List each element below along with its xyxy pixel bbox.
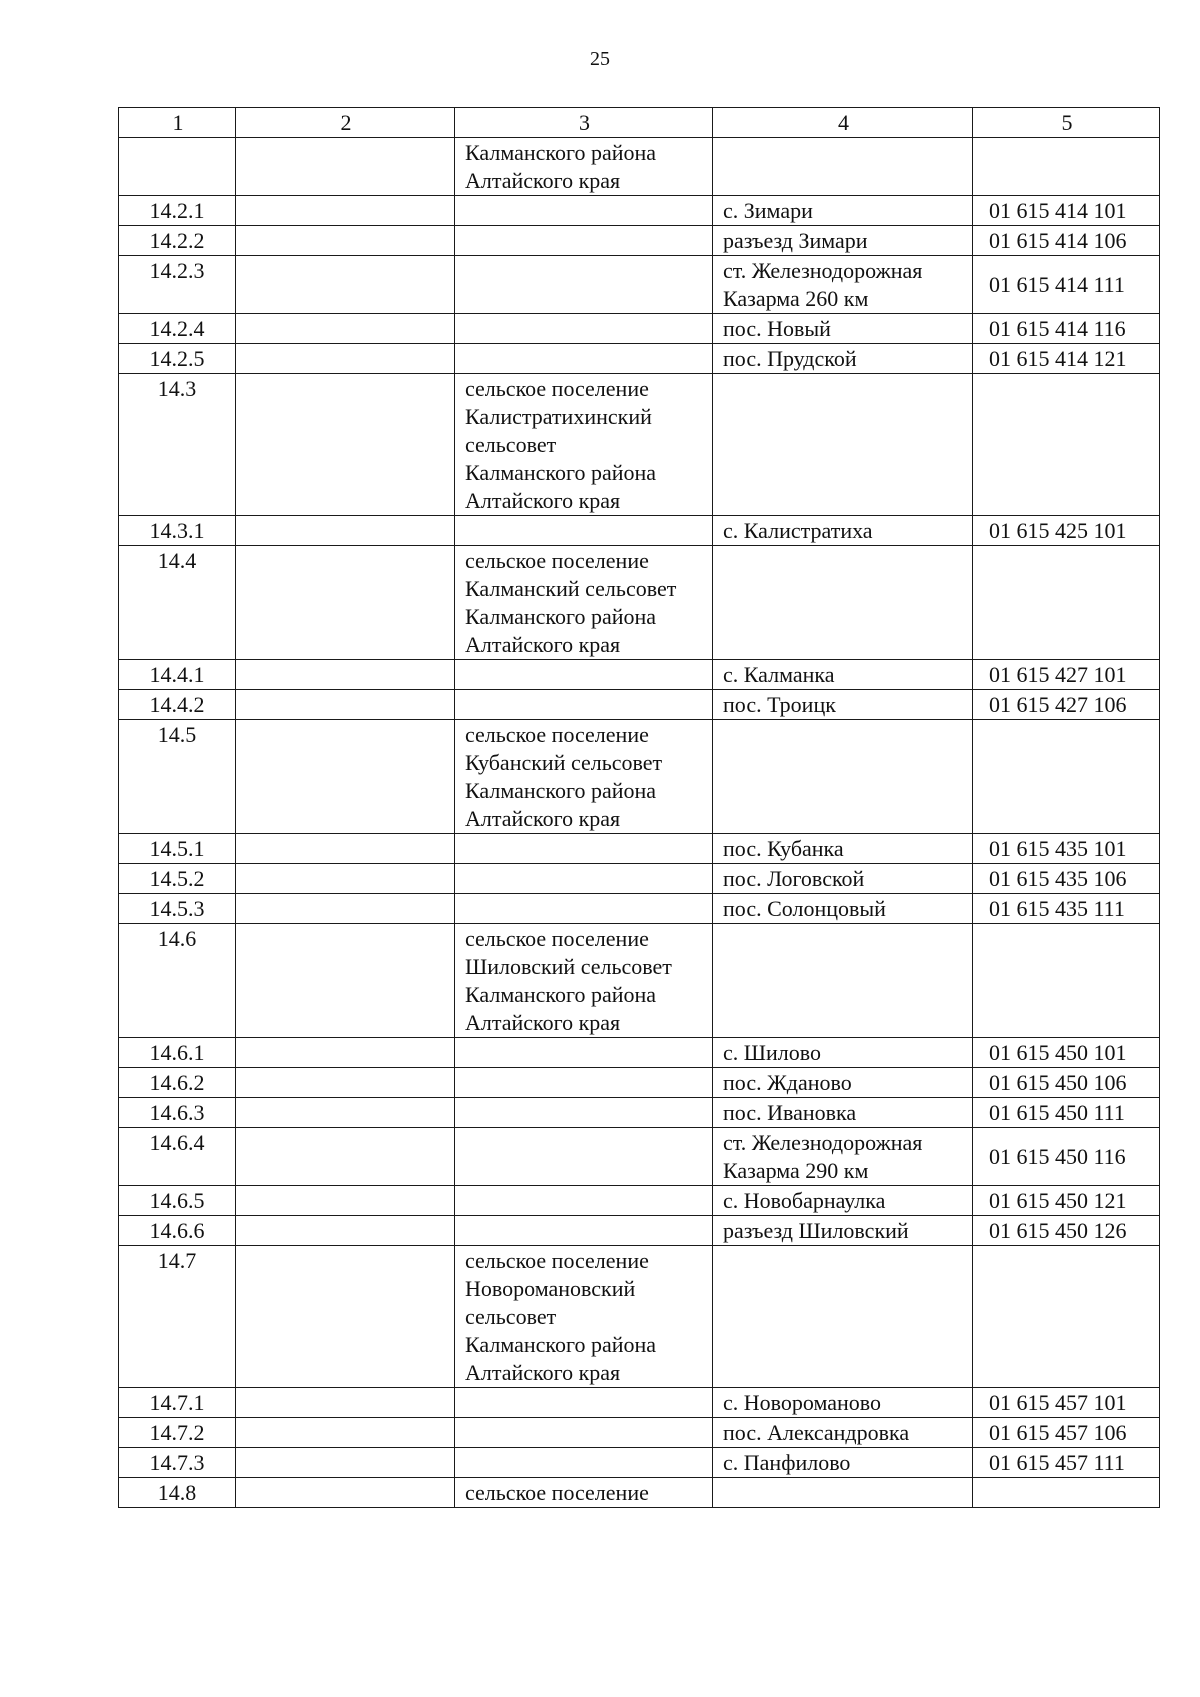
cell-col-4 bbox=[713, 1478, 973, 1508]
cell-text: пос. Солонцовый bbox=[723, 896, 886, 921]
cell-col-2 bbox=[236, 1068, 455, 1098]
cell-col-1 bbox=[119, 660, 236, 690]
cell-col-4 bbox=[713, 690, 973, 720]
cell-col-4 bbox=[713, 546, 973, 660]
cell-col-5 bbox=[973, 374, 1160, 516]
cell-col-5 bbox=[973, 138, 1160, 196]
table-row bbox=[119, 546, 1160, 660]
cell-text: 01 615 450 101 bbox=[989, 1040, 1127, 1065]
table-row bbox=[119, 1098, 1160, 1128]
cell-text: 14.7 bbox=[157, 1248, 197, 1273]
cell-col-5 bbox=[973, 344, 1160, 374]
cell-text: 01 615 457 101 bbox=[989, 1390, 1127, 1415]
table-body bbox=[119, 138, 1160, 1508]
cell-col-1 bbox=[119, 720, 236, 834]
cell-col-4 bbox=[713, 720, 973, 834]
cell-text: 01 615 450 126 bbox=[989, 1218, 1127, 1243]
cell-text: 01 615 414 121 bbox=[989, 346, 1127, 371]
cell-col-5 bbox=[973, 1418, 1160, 1448]
cell-text: 14.7.1 bbox=[149, 1390, 205, 1415]
cell-col-2 bbox=[236, 1478, 455, 1508]
column-header-2: 2 bbox=[236, 108, 455, 138]
cell-text: 14.7.2 bbox=[149, 1420, 205, 1445]
cell-text: 14.3.1 bbox=[149, 518, 205, 543]
cell-text: 01 615 435 111 bbox=[989, 896, 1125, 921]
cell-text: 01 615 435 106 bbox=[989, 866, 1127, 891]
table-row bbox=[119, 138, 1160, 196]
cell-col-2 bbox=[236, 1418, 455, 1448]
cell-col-1 bbox=[119, 1388, 236, 1418]
cell-col-4 bbox=[713, 1128, 973, 1186]
table-row bbox=[119, 1216, 1160, 1246]
cell-col-3 bbox=[455, 1216, 713, 1246]
cell-text: 14.5.2 bbox=[149, 866, 205, 891]
cell-text: 14.6 bbox=[157, 926, 197, 951]
cell-text: разъезд Зимари bbox=[723, 228, 868, 253]
cell-col-3 bbox=[455, 138, 713, 196]
cell-col-2 bbox=[236, 720, 455, 834]
cell-col-2 bbox=[236, 894, 455, 924]
cell-col-5 bbox=[973, 1128, 1160, 1186]
cell-col-1 bbox=[119, 1098, 236, 1128]
table-row bbox=[119, 1478, 1160, 1508]
cell-text: Калманского района Алтайского края bbox=[465, 140, 657, 193]
cell-text: 14.8 bbox=[157, 1480, 197, 1505]
cell-text: ст. Железнодорожная Казарма 260 км bbox=[723, 258, 923, 311]
cell-col-2 bbox=[236, 864, 455, 894]
cell-col-3 bbox=[455, 256, 713, 314]
cell-col-3 bbox=[455, 834, 713, 864]
cell-col-4 bbox=[713, 1418, 973, 1448]
cell-text: 01 615 435 101 bbox=[989, 836, 1127, 861]
cell-text: 14.5.1 bbox=[149, 836, 205, 861]
cell-col-5 bbox=[973, 226, 1160, 256]
table-row bbox=[119, 314, 1160, 344]
cell-col-3 bbox=[455, 660, 713, 690]
cell-text: пос. Ивановка bbox=[723, 1100, 857, 1125]
cell-col-5 bbox=[973, 660, 1160, 690]
page-number: 25 bbox=[590, 48, 610, 70]
cell-col-2 bbox=[236, 344, 455, 374]
cell-col-2 bbox=[236, 660, 455, 690]
cell-col-2 bbox=[236, 256, 455, 314]
cell-col-1 bbox=[119, 1216, 236, 1246]
cell-text: 01 615 450 116 bbox=[989, 1144, 1126, 1169]
cell-text: сельское поселение Калистратихинский сельсовет Калманского района Алтайского края bbox=[465, 376, 657, 513]
cell-col-3 bbox=[455, 690, 713, 720]
cell-col-3 bbox=[455, 1478, 713, 1508]
cell-col-5 bbox=[973, 1448, 1160, 1478]
cell-col-1 bbox=[119, 1418, 236, 1448]
cell-col-4 bbox=[713, 660, 973, 690]
cell-col-4 bbox=[713, 1038, 973, 1068]
cell-col-2 bbox=[236, 196, 455, 226]
cell-text: пос. Александровка bbox=[723, 1420, 910, 1445]
cell-col-4 bbox=[713, 1098, 973, 1128]
cell-col-1 bbox=[119, 138, 236, 196]
table-row bbox=[119, 834, 1160, 864]
cell-text: с. Панфилово bbox=[723, 1450, 851, 1475]
cell-text: 14.6.4 bbox=[149, 1130, 205, 1155]
cell-col-1 bbox=[119, 314, 236, 344]
cell-col-3 bbox=[455, 196, 713, 226]
cell-col-3 bbox=[455, 1098, 713, 1128]
cell-text: 01 615 427 106 bbox=[989, 692, 1127, 717]
cell-col-1 bbox=[119, 516, 236, 546]
cell-text: 01 615 457 111 bbox=[989, 1450, 1125, 1475]
cell-col-4 bbox=[713, 1068, 973, 1098]
cell-col-3 bbox=[455, 546, 713, 660]
cell-col-5 bbox=[973, 1098, 1160, 1128]
cell-col-3 bbox=[455, 1068, 713, 1098]
cell-text: разъезд Шиловский bbox=[723, 1218, 909, 1243]
cell-col-4 bbox=[713, 374, 973, 516]
table-row bbox=[119, 1128, 1160, 1186]
cell-col-1 bbox=[119, 226, 236, 256]
cell-col-5 bbox=[973, 894, 1160, 924]
cell-col-1 bbox=[119, 1246, 236, 1388]
cell-text: пос. Кубанка bbox=[723, 836, 844, 861]
cell-col-2 bbox=[236, 834, 455, 864]
cell-col-1 bbox=[119, 196, 236, 226]
table-row bbox=[119, 924, 1160, 1038]
cell-text: 14.2.1 bbox=[149, 198, 205, 223]
cell-col-5 bbox=[973, 864, 1160, 894]
cell-col-1 bbox=[119, 256, 236, 314]
cell-text: 01 615 450 111 bbox=[989, 1100, 1125, 1125]
cell-text: 01 615 425 101 bbox=[989, 518, 1127, 543]
cell-col-2 bbox=[236, 690, 455, 720]
cell-col-4 bbox=[713, 834, 973, 864]
cell-col-1 bbox=[119, 1478, 236, 1508]
table-row bbox=[119, 660, 1160, 690]
table-row bbox=[119, 1068, 1160, 1098]
table-row bbox=[119, 1246, 1160, 1388]
cell-col-3 bbox=[455, 864, 713, 894]
cell-col-5 bbox=[973, 1186, 1160, 1216]
cell-text: с. Шилово bbox=[723, 1040, 821, 1065]
column-header-1: 1 bbox=[119, 108, 236, 138]
cell-col-2 bbox=[236, 226, 455, 256]
cell-col-3 bbox=[455, 1246, 713, 1388]
cell-col-1 bbox=[119, 344, 236, 374]
cell-col-4 bbox=[713, 894, 973, 924]
cell-col-5 bbox=[973, 1038, 1160, 1068]
table-row bbox=[119, 344, 1160, 374]
cell-col-2 bbox=[236, 374, 455, 516]
header-row bbox=[119, 108, 1160, 138]
cell-text: с. Новобарнаулка bbox=[723, 1188, 886, 1213]
cell-col-1 bbox=[119, 834, 236, 864]
cell-text: 14.6.5 bbox=[149, 1188, 205, 1213]
cell-col-3 bbox=[455, 1448, 713, 1478]
cell-text: пос. Жданово bbox=[723, 1070, 852, 1095]
cell-col-1 bbox=[119, 374, 236, 516]
cell-col-1 bbox=[119, 1128, 236, 1186]
cell-col-2 bbox=[236, 314, 455, 344]
cell-text: 14.7.3 bbox=[149, 1450, 205, 1475]
cell-col-3 bbox=[455, 1418, 713, 1448]
cell-col-5 bbox=[973, 546, 1160, 660]
cell-col-3 bbox=[455, 314, 713, 344]
cell-col-4 bbox=[713, 1246, 973, 1388]
cell-text: 14.4.1 bbox=[149, 662, 205, 687]
cell-text: 14.6.2 bbox=[149, 1070, 205, 1095]
cell-text: 14.5 bbox=[157, 722, 197, 747]
cell-col-4 bbox=[713, 1448, 973, 1478]
cell-text: 14.6.6 bbox=[149, 1218, 205, 1243]
cell-text: с. Новороманово bbox=[723, 1390, 882, 1415]
cell-col-5 bbox=[973, 720, 1160, 834]
cell-col-2 bbox=[236, 546, 455, 660]
cell-col-5 bbox=[973, 256, 1160, 314]
cell-col-5 bbox=[973, 834, 1160, 864]
cell-col-3 bbox=[455, 226, 713, 256]
cell-col-5 bbox=[973, 1068, 1160, 1098]
cell-col-2 bbox=[236, 1448, 455, 1478]
cell-text: пос. Троицк bbox=[723, 692, 836, 717]
cell-text: 01 615 414 116 bbox=[989, 316, 1126, 341]
cell-text: 14.2.3 bbox=[149, 258, 205, 283]
table-row bbox=[119, 1448, 1160, 1478]
cell-text: сельское поселение Кубанский сельсовет Калманского района Алтайского края bbox=[465, 722, 663, 831]
cell-col-2 bbox=[236, 1098, 455, 1128]
table-row bbox=[119, 1388, 1160, 1418]
table-row bbox=[119, 1186, 1160, 1216]
cell-col-3 bbox=[455, 894, 713, 924]
cell-col-2 bbox=[236, 1246, 455, 1388]
cell-col-1 bbox=[119, 1068, 236, 1098]
cell-col-4 bbox=[713, 1186, 973, 1216]
cell-col-2 bbox=[236, 516, 455, 546]
cell-text: 14.6.1 bbox=[149, 1040, 205, 1065]
cell-text: с. Зимари bbox=[723, 198, 813, 223]
cell-col-4 bbox=[713, 196, 973, 226]
table-row bbox=[119, 256, 1160, 314]
cell-col-1 bbox=[119, 864, 236, 894]
cell-text: пос. Логовской bbox=[723, 866, 865, 891]
cell-text: сельское поселение Калманский сельсовет Калманского района Алтайского края bbox=[465, 548, 677, 657]
cell-col-5 bbox=[973, 314, 1160, 344]
cell-col-5 bbox=[973, 1216, 1160, 1246]
cell-text: 01 615 457 106 bbox=[989, 1420, 1127, 1445]
table-row bbox=[119, 196, 1160, 226]
cell-col-5 bbox=[973, 516, 1160, 546]
cell-col-1 bbox=[119, 1038, 236, 1068]
cell-text: сельское поселение bbox=[465, 1480, 649, 1505]
cell-col-4 bbox=[713, 344, 973, 374]
cell-text: 01 615 414 111 bbox=[989, 272, 1125, 297]
cell-col-1 bbox=[119, 546, 236, 660]
cell-col-4 bbox=[713, 1216, 973, 1246]
cell-col-3 bbox=[455, 1128, 713, 1186]
cell-col-4 bbox=[713, 1388, 973, 1418]
cell-col-2 bbox=[236, 1216, 455, 1246]
cell-col-2 bbox=[236, 1038, 455, 1068]
cell-text: 14.5.3 bbox=[149, 896, 205, 921]
cell-text: 01 615 414 106 bbox=[989, 228, 1127, 253]
cell-col-5 bbox=[973, 1478, 1160, 1508]
cell-col-3 bbox=[455, 1038, 713, 1068]
cell-text: 14.2.5 bbox=[149, 346, 205, 371]
cell-text: 01 615 414 101 bbox=[989, 198, 1127, 223]
cell-text: пос. Новый bbox=[723, 316, 831, 341]
cell-text: 14.4 bbox=[157, 548, 197, 573]
cell-text: 01 615 450 106 bbox=[989, 1070, 1127, 1095]
cell-text: 14.6.3 bbox=[149, 1100, 205, 1125]
cell-col-2 bbox=[236, 1128, 455, 1186]
cell-col-3 bbox=[455, 1186, 713, 1216]
cell-col-3 bbox=[455, 720, 713, 834]
cell-col-3 bbox=[455, 344, 713, 374]
cell-col-2 bbox=[236, 1186, 455, 1216]
table-row bbox=[119, 374, 1160, 516]
cell-col-3 bbox=[455, 374, 713, 516]
cell-text: 14.2.2 bbox=[149, 228, 205, 253]
cell-col-2 bbox=[236, 924, 455, 1038]
column-header-5: 5 bbox=[973, 108, 1160, 138]
cell-text: ст. Железнодорожная Казарма 290 км bbox=[723, 1130, 923, 1183]
cell-col-4 bbox=[713, 314, 973, 344]
cell-text: 14.2.4 bbox=[149, 316, 205, 341]
cell-text: сельское поселение Новоромановский сельсовет Калманского района Алтайского края bbox=[465, 1248, 657, 1385]
settlement-registry-table bbox=[118, 107, 1160, 1508]
table-row bbox=[119, 1038, 1160, 1068]
cell-text: сельское поселение Шиловский сельсовет Калманского района Алтайского края bbox=[465, 926, 672, 1035]
cell-col-5 bbox=[973, 1246, 1160, 1388]
cell-col-1 bbox=[119, 1448, 236, 1478]
cell-col-2 bbox=[236, 1388, 455, 1418]
table-row bbox=[119, 894, 1160, 924]
table-row bbox=[119, 864, 1160, 894]
cell-text: пос. Прудской bbox=[723, 346, 857, 371]
cell-col-3 bbox=[455, 1388, 713, 1418]
cell-text: 14.3 bbox=[157, 376, 197, 401]
table-row bbox=[119, 516, 1160, 546]
cell-text: с. Калманка bbox=[723, 662, 835, 687]
table-row bbox=[119, 1418, 1160, 1448]
cell-text: 01 615 427 101 bbox=[989, 662, 1127, 687]
cell-col-4 bbox=[713, 516, 973, 546]
cell-col-5 bbox=[973, 924, 1160, 1038]
cell-col-1 bbox=[119, 1186, 236, 1216]
cell-col-3 bbox=[455, 516, 713, 546]
cell-col-1 bbox=[119, 894, 236, 924]
cell-col-5 bbox=[973, 690, 1160, 720]
table-row bbox=[119, 690, 1160, 720]
cell-text: 14.4.2 bbox=[149, 692, 205, 717]
cell-col-4 bbox=[713, 864, 973, 894]
cell-col-4 bbox=[713, 226, 973, 256]
cell-col-3 bbox=[455, 924, 713, 1038]
cell-col-5 bbox=[973, 1388, 1160, 1418]
cell-col-1 bbox=[119, 924, 236, 1038]
cell-col-4 bbox=[713, 256, 973, 314]
cell-text: с. Калистратиха bbox=[723, 518, 873, 543]
table-row bbox=[119, 226, 1160, 256]
column-header-4: 4 bbox=[713, 108, 973, 138]
cell-col-5 bbox=[973, 196, 1160, 226]
cell-text: 01 615 450 121 bbox=[989, 1188, 1127, 1213]
cell-col-2 bbox=[236, 138, 455, 196]
cell-col-4 bbox=[713, 138, 973, 196]
table-row bbox=[119, 720, 1160, 834]
cell-col-4 bbox=[713, 924, 973, 1038]
column-header-3: 3 bbox=[455, 108, 713, 138]
cell-col-1 bbox=[119, 690, 236, 720]
